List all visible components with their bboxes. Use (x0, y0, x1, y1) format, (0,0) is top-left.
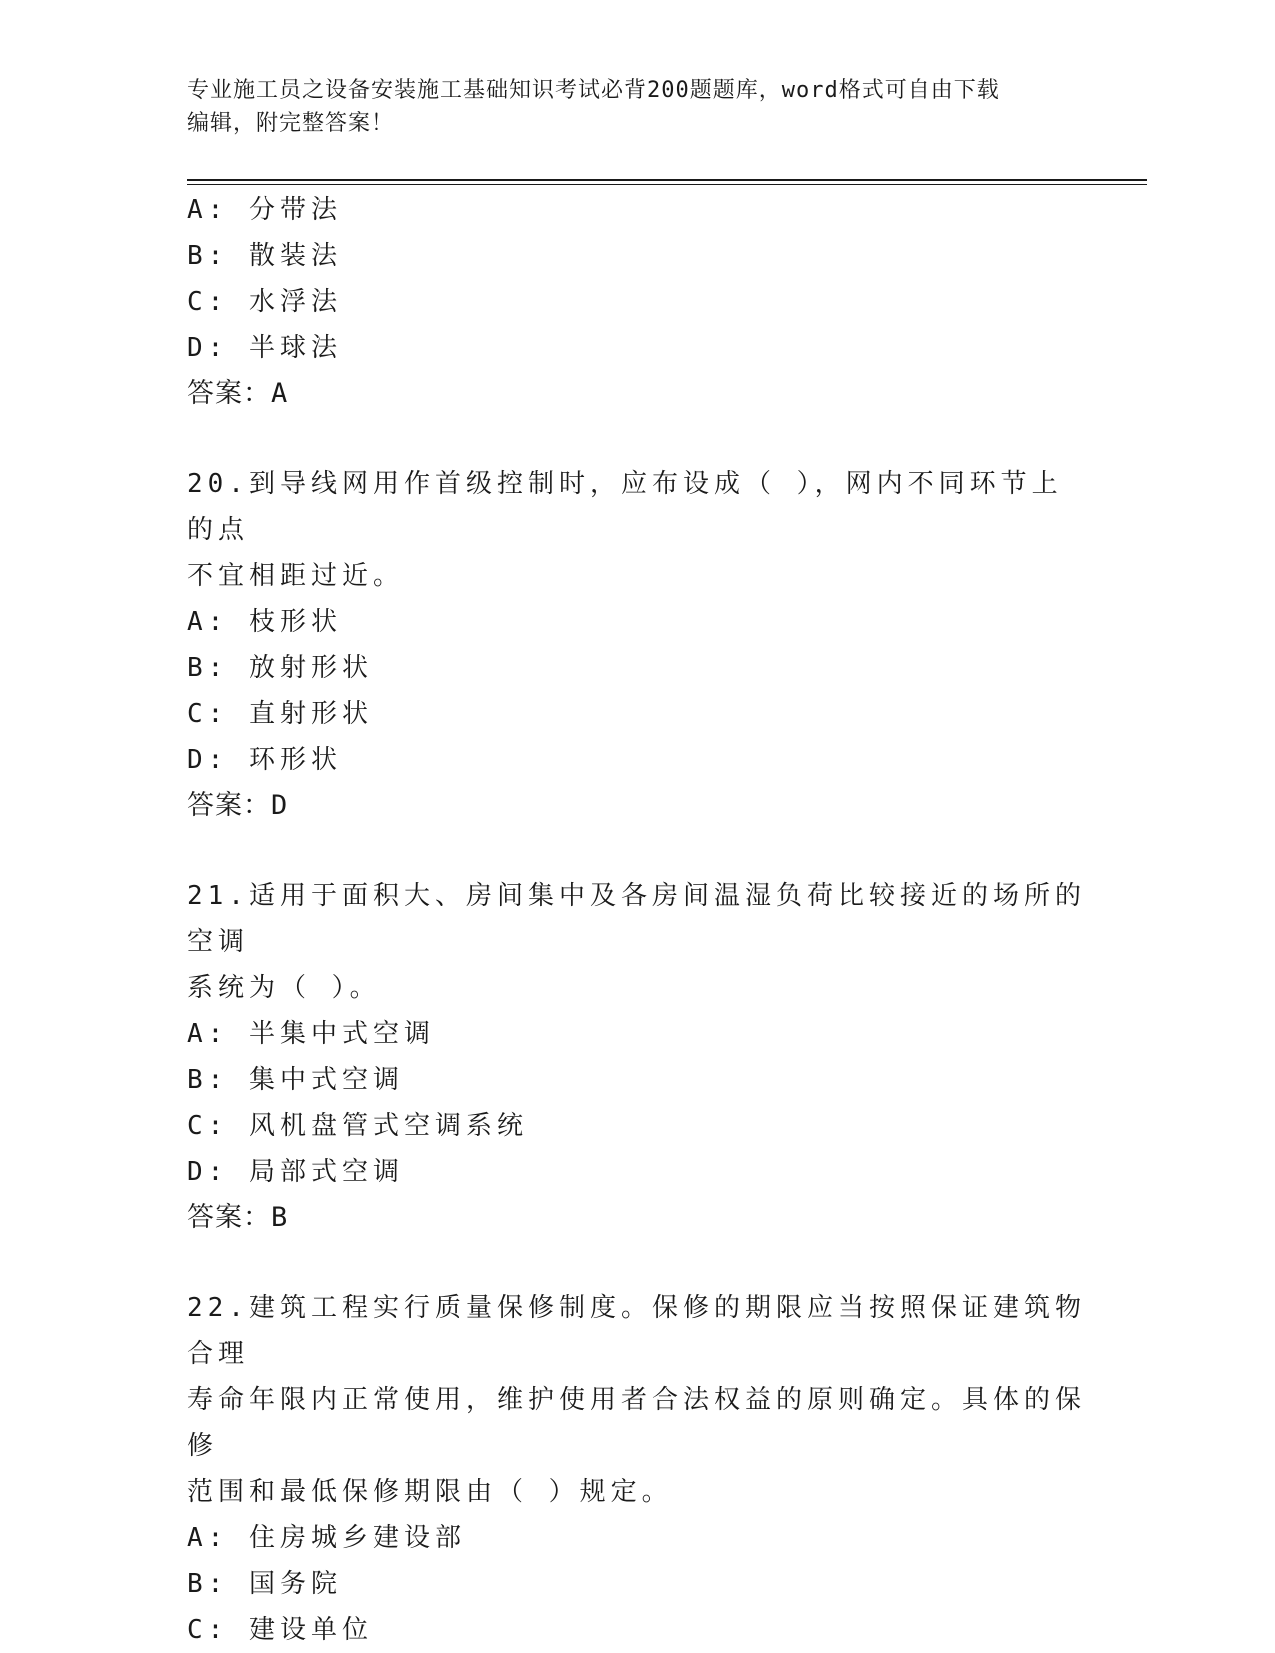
option-c: C: 风机盘管式空调系统 (187, 1111, 528, 1141)
option-d: D: 半球法 (187, 333, 342, 363)
question-list (187, 187, 1087, 1653)
question-stem-line: 20.到导线网用作首级控制时，应布设成（ ），网内不同环节上的点 (187, 469, 1063, 545)
answer: 答案：B (187, 1202, 289, 1233)
question-21 (187, 873, 1087, 1241)
answer: 答案：A (187, 378, 289, 409)
question-stem-line: 21.适用于面积大、房间集中及各房间温湿负荷比较接近的场所的空调 (187, 881, 1086, 957)
question-22 (187, 1285, 1087, 1653)
question-20 (187, 461, 1087, 829)
option-c: C: 建设单位 (187, 1615, 373, 1645)
option-a: A: 分带法 (187, 195, 342, 225)
option-a: A: 半集中式空调 (187, 1019, 435, 1049)
header-divider-thin (187, 184, 1147, 185)
answer: 答案：D (187, 790, 289, 821)
option-c: C: 水浮法 (187, 287, 342, 317)
option-d: D: 环形状 (187, 745, 342, 775)
option-b: B: 放射形状 (187, 653, 373, 683)
question-stem-line: 范围和最低保修期限由（ ）规定。 (187, 1477, 673, 1507)
header-title-line-2: 编辑，附完整答案！ (187, 111, 395, 136)
question-stem-line: 不宜相距过近。 (187, 561, 405, 591)
header-divider-thick (187, 179, 1147, 181)
question-stem-line: 22.建筑工程实行质量保修制度。保修的期限应当按照保证建筑物合理 (187, 1293, 1086, 1369)
question-stem-line: 寿命年限内正常使用，维护使用者合法权益的原则确定。具体的保修 (187, 1385, 1087, 1461)
header-title-line-1: 专业施工员之设备安装施工基础知识考试必背200题题库，word格式可自由下载 (187, 78, 1000, 103)
question-stem-line: 系统为（ ）。 (187, 973, 381, 1003)
question-19 (187, 187, 1087, 417)
option-d: D: 局部式空调 (187, 1157, 404, 1187)
option-b: B: 集中式空调 (187, 1065, 404, 1095)
option-b: B: 散装法 (187, 241, 342, 271)
option-a: A: 枝形状 (187, 607, 342, 637)
option-a: A: 住房城乡建设部 (187, 1523, 466, 1553)
option-c: C: 直射形状 (187, 699, 373, 729)
document-header (187, 74, 1087, 140)
option-b: B: 国务院 (187, 1569, 342, 1599)
